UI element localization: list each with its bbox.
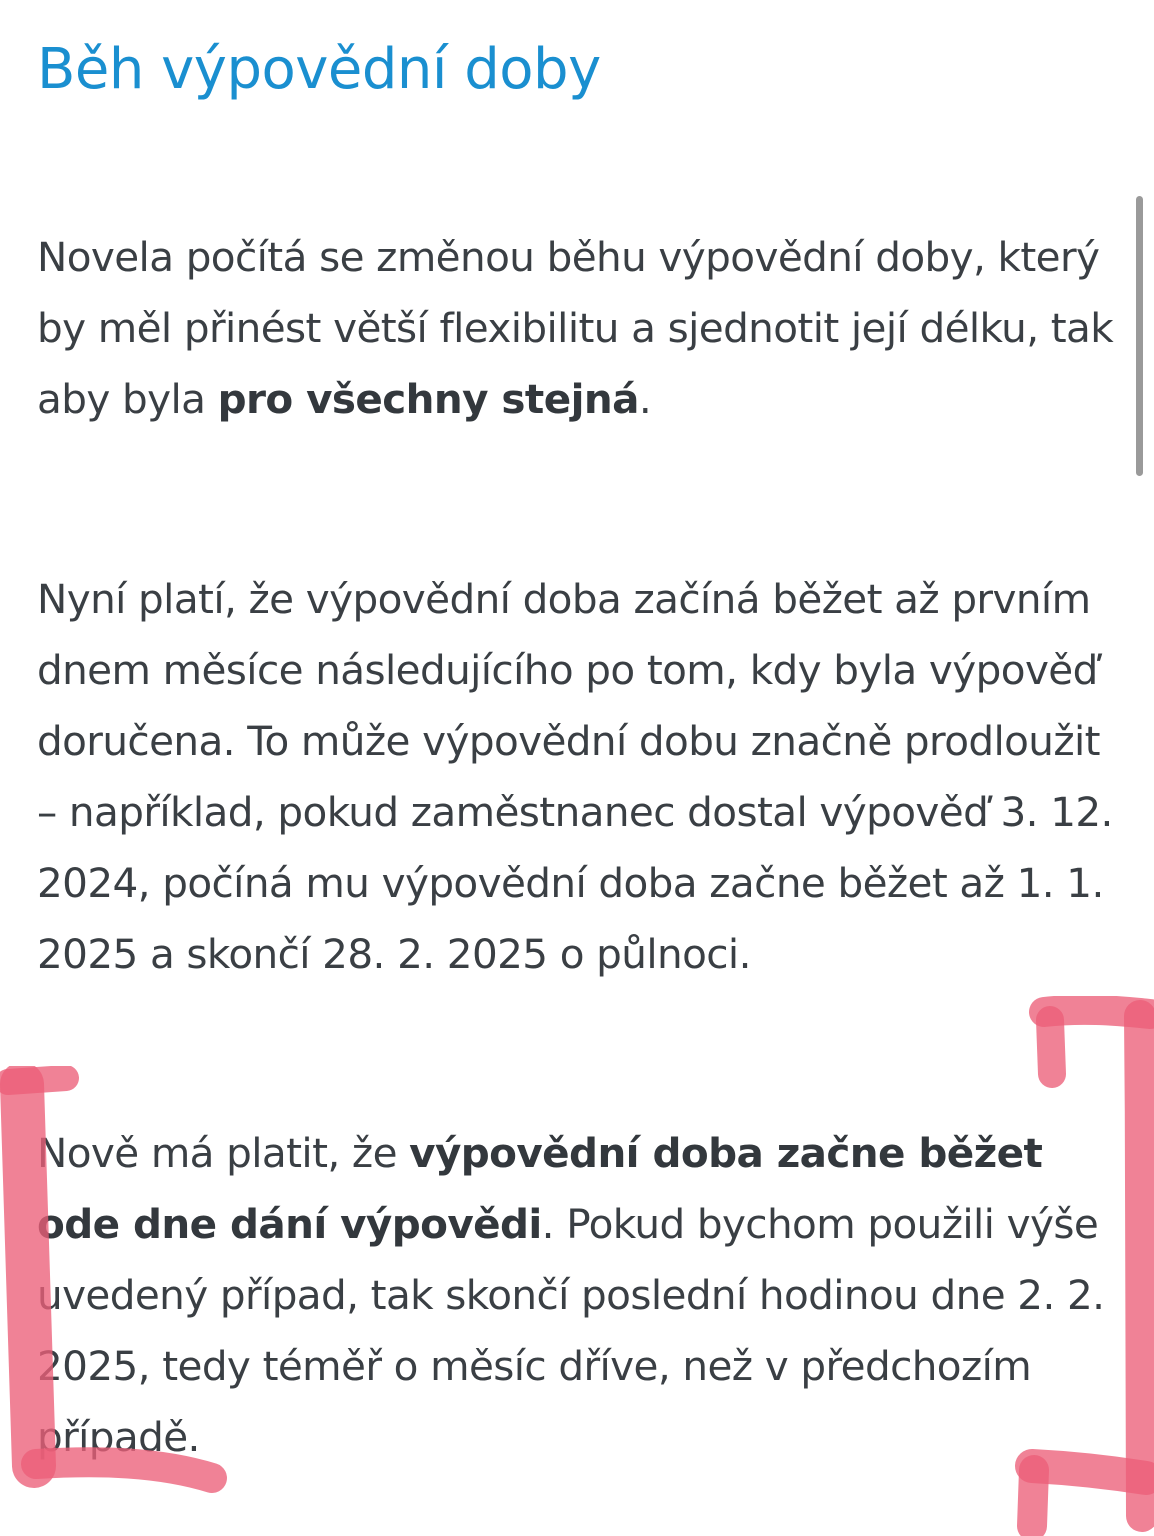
article-heading: Běh výpovědní doby bbox=[37, 37, 601, 102]
paragraph-text: Nově má platit, že bbox=[37, 1129, 410, 1177]
paragraph-current-rule bbox=[37, 564, 1122, 990]
paragraph-text: . Pokud bychom použili výše uvedený případ, tak skončí poslední hodinou dne 2. 2. 2025, tedy téměř o měsíc dříve, než v předchozím případě. bbox=[37, 1200, 1105, 1461]
paragraph-text: . bbox=[638, 375, 652, 423]
paragraph-text: Nyní platí, že výpovědní doba začíná běžet až prvním dnem měsíce následujícího po tom, kdy byla výpověď doručena. To může výpovědní dobu značně prodloužit – například, pokud zaměstnanec dostal výpověď 3. 12. 2024, počíná mu výpovědní doba začne běžet až 1. 1. 2025 a skončí 28. 2. 2025 o půlnoci. bbox=[37, 575, 1113, 978]
bold-emphasis: výpovědní doba začne běžet ode dne dání výpovědi bbox=[37, 1129, 1043, 1248]
scrollbar-thumb[interactable] bbox=[1136, 196, 1143, 476]
paragraph-intro bbox=[37, 222, 1122, 435]
paragraph-new-rule bbox=[37, 1118, 1122, 1473]
paragraph-text: Novela počítá se změnou běhu výpovědní doby, který by měl přinést větší flexibilitu a sjednotit její délku, tak aby byla bbox=[37, 233, 1114, 423]
bold-emphasis: pro všechny stejná bbox=[217, 375, 639, 423]
